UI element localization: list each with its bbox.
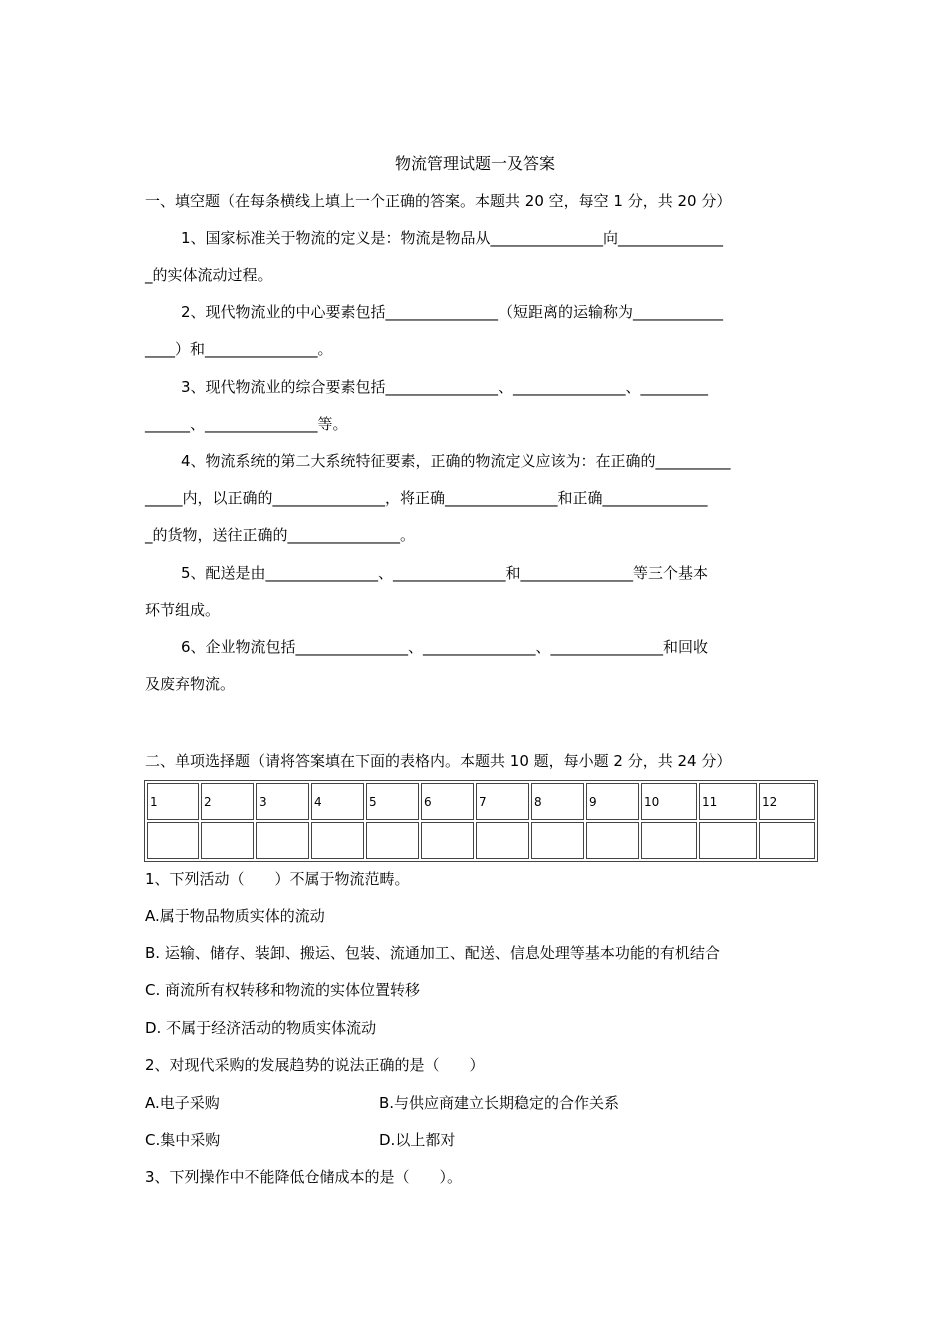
fill-q5-line1: 5、配送是由_______________、_______________和_______________等三个基本 xyxy=(181,564,709,582)
answer-blank-cell[interactable] xyxy=(476,822,529,859)
answer-header-cell: 9 xyxy=(586,783,639,820)
mc-q3-stem: 3、下列操作中不能降低仓储成本的是（ ）。 xyxy=(145,1168,463,1186)
answer-blank-cell[interactable] xyxy=(366,822,419,859)
answer-header-cell: 5 xyxy=(366,783,419,820)
mc-q2-option-b: B.与供应商建立长期稳定的合作关系 xyxy=(379,1094,620,1112)
answer-header-cell: 7 xyxy=(476,783,529,820)
answer-blank-cell[interactable] xyxy=(311,822,364,859)
mc-q2-option-d: D.以上都对 xyxy=(379,1131,456,1149)
fill-q6-line2: 及废弃物流。 xyxy=(145,675,236,693)
fill-q5-line2: 环节组成。 xyxy=(145,601,221,619)
fill-q4-line3: _的货物，送往正确的_______________。 xyxy=(145,526,416,544)
answer-table-header-row xyxy=(147,783,815,820)
answer-header-cell: 10 xyxy=(641,783,697,820)
answer-header-cell: 11 xyxy=(699,783,757,820)
answer-blank-cell[interactable] xyxy=(759,822,815,859)
answer-blank-cell[interactable] xyxy=(256,822,309,859)
fill-q1-line2: _的实体流动过程。 xyxy=(145,266,273,284)
mc-q1-option-a: A.属于物品物质实体的流动 xyxy=(145,907,325,925)
page-title: 物流管理试题一及答案 xyxy=(394,154,555,173)
fill-q2-line2: ____）和_______________。 xyxy=(145,340,333,358)
mc-q2-option-a: A.电子采购 xyxy=(145,1094,220,1112)
answer-blank-cell[interactable] xyxy=(586,822,639,859)
fill-q6-line1: 6、企业物流包括_______________、_______________、_______________和回收 xyxy=(181,638,709,656)
answer-header-cell: 4 xyxy=(311,783,364,820)
answer-header-cell: 2 xyxy=(201,783,254,820)
answer-blank-cell[interactable] xyxy=(201,822,254,859)
answer-blank-cell[interactable] xyxy=(421,822,474,859)
answer-blank-cell[interactable] xyxy=(641,822,697,859)
mc-q2-option-c: C.集中采购 xyxy=(145,1131,221,1149)
fill-q3-line1: 3、现代物流业的综合要素包括_______________、_______________、_________ xyxy=(181,378,709,396)
fill-q1-line1: 1、国家标准关于物流的定义是：物流是物品从_______________向______________ xyxy=(181,229,724,247)
mc-q1-option-c: C. 商流所有权转移和物流的实体位置转移 xyxy=(145,981,421,999)
answer-header-cell: 12 xyxy=(759,783,815,820)
fill-q4-line2: _____内，以正确的_______________，将正确_______________和正确______________ xyxy=(145,489,708,507)
answer-header-cell: 3 xyxy=(256,783,309,820)
answer-header-cell: 8 xyxy=(531,783,584,820)
answer-blank-cell[interactable] xyxy=(531,822,584,859)
answer-header-cell: 1 xyxy=(147,783,199,820)
answer-table xyxy=(144,780,818,862)
mc-q1-stem: 1、下列活动（ ）不属于物流范畴。 xyxy=(145,870,410,888)
mc-q1-option-d: D. 不属于经济活动的物质实体流动 xyxy=(145,1019,377,1037)
answer-table-input-row xyxy=(147,822,815,859)
mc-q1-option-b: B. 运输、储存、装卸、搬运、包装、流通加工、配送、信息处理等基本功能的有机结合 xyxy=(145,944,720,962)
section2-heading: 二、单项选择题（请将答案填在下面的表格内。本题共 10 题，每小题 2 分，共 24 分） xyxy=(145,752,732,770)
answer-blank-cell[interactable] xyxy=(147,822,199,859)
section1-heading: 一、填空题（在每条横线上填上一个正确的答案。本题共 20 空，每空 1 分，共 20 分） xyxy=(145,192,732,210)
answer-blank-cell[interactable] xyxy=(699,822,757,859)
fill-q4-line1: 4、物流系统的第二大系统特征要素，正确的物流定义应该为：在正确的__________ xyxy=(181,452,731,470)
fill-q3-line2: ______、_______________等。 xyxy=(145,415,348,433)
fill-q2-line1: 2、现代物流业的中心要素包括_______________（短距离的运输称为____________ xyxy=(181,303,724,321)
mc-q2-stem: 2、对现代采购的发展趋势的说法正确的是（ ） xyxy=(145,1056,485,1074)
answer-header-cell: 6 xyxy=(421,783,474,820)
